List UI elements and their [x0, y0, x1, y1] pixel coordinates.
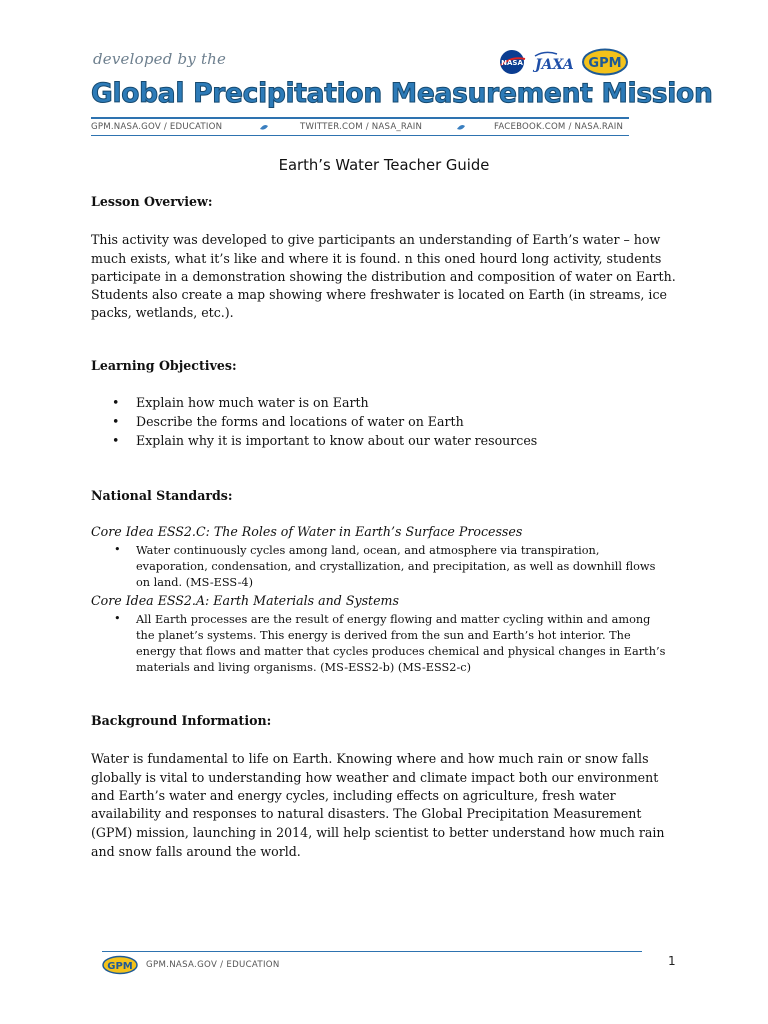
facebook-link[interactable]: FACEBOOK.COM / NASA.RAIN	[494, 122, 624, 132]
gpm-logo	[583, 50, 627, 75]
core-idea-title: Core Idea ESS2.A: Earth Materials and Systems	[91, 593, 399, 608]
nasa-logo	[500, 50, 525, 74]
background-line: (GPM) mission, launching in 2014, will help scientist to better understand how much rain	[91, 825, 665, 840]
bullet-icon: •	[114, 612, 121, 625]
standard-line: on land. (MS-ESS-4)	[136, 576, 254, 589]
national-standards-heading: National Standards:	[91, 488, 233, 503]
learning-objectives-heading: Learning Objectives:	[91, 358, 237, 373]
standard-line: materials and living organisms. (MS-ESS2-b) (MS-ESS2-c)	[136, 661, 472, 674]
overview-line: packs, wetlands, etc.).	[91, 305, 234, 320]
objective-item: Explain why it is important to know about our water resources	[136, 433, 538, 448]
background-line: Water is fundamental to life on Earth. Knowing where and how much rain or snow falls	[91, 751, 649, 766]
standard-line: Water continuously cycles among land, ocean, and atmosphere via transpiration,	[136, 544, 600, 557]
background-line: globally is vital to understanding how weather and climate impact both our environment	[91, 770, 659, 785]
lesson-overview-heading: Lesson Overview:	[91, 194, 213, 209]
page-number: 1	[668, 954, 676, 968]
gpm-footer-logo	[101, 955, 139, 975]
objective-item: Describe the forms and locations of water on Earth	[136, 414, 464, 429]
core-idea-title: Core Idea ESS2.C: The Roles of Water in Earth’s Surface Processes	[91, 524, 523, 539]
overview-line: Students also create a map showing where freshwater is located on Earth (in streams, ice	[91, 287, 667, 302]
svg-text:JAXA: JAXA	[535, 57, 574, 73]
standard-line: All Earth processes are the result of energy flowing and matter cycling within and among	[136, 613, 651, 626]
bullet-icon: •	[112, 433, 120, 448]
footer-link[interactable]: GPM.NASA.GOV / EDUCATION	[146, 960, 280, 970]
bullet-icon: •	[112, 414, 120, 429]
overview-line: This activity was developed to give participants an understanding of Earth’s water – how	[91, 232, 661, 247]
overview-line: much exists, what it’s like and where it is found. n this oned hourd long activity, students	[91, 251, 662, 266]
svg-text:NASA: NASA	[501, 59, 523, 67]
partner-logos	[499, 48, 629, 76]
standard-line: energy that flows and matter that cycles produces chemical and physical changes in Earth’s	[136, 645, 666, 658]
standard-line: the planet’s systems. This energy is derived from the sun and Earth’s hot interior. The	[136, 629, 631, 642]
footer-divider	[102, 951, 642, 952]
twitter-link[interactable]: TWITTER.COM / NASA_RAIN	[300, 122, 423, 132]
raindrop-icon	[259, 124, 269, 131]
background-heading: Background Information:	[91, 713, 272, 728]
svg-text:GPM: GPM	[107, 961, 133, 972]
header-links	[91, 122, 629, 134]
objective-item: Explain how much water is on Earth	[136, 395, 369, 410]
background-line: and snow falls around the world.	[91, 844, 301, 859]
svg-text:GPM: GPM	[588, 56, 622, 71]
mission-title: Global Precipitation Measurement Mission	[91, 78, 713, 109]
education-link[interactable]: GPM.NASA.GOV / EDUCATION	[91, 122, 223, 132]
header-divider-bottom	[91, 135, 629, 136]
header-divider	[91, 117, 629, 119]
bullet-icon: •	[114, 543, 121, 556]
bullet-icon: •	[112, 395, 120, 410]
overview-line: participate in a demonstration showing the distribution and composition of water on Earth.	[91, 269, 676, 284]
header-tagline: developed by the	[93, 50, 227, 68]
standard-line: evaporation, condensation, and crystallization, and precipitation, as well as downhill flows	[136, 560, 656, 573]
page-title: Earth’s Water Teacher Guide	[278, 157, 490, 174]
background-line: and Earth’s water and energy cycles, including effects on agriculture, fresh water	[91, 788, 616, 803]
background-line: availability and responses to natural disasters. The Global Precipitation Measurement	[91, 806, 642, 821]
jaxa-logo	[532, 52, 574, 73]
raindrop-icon	[456, 124, 466, 131]
